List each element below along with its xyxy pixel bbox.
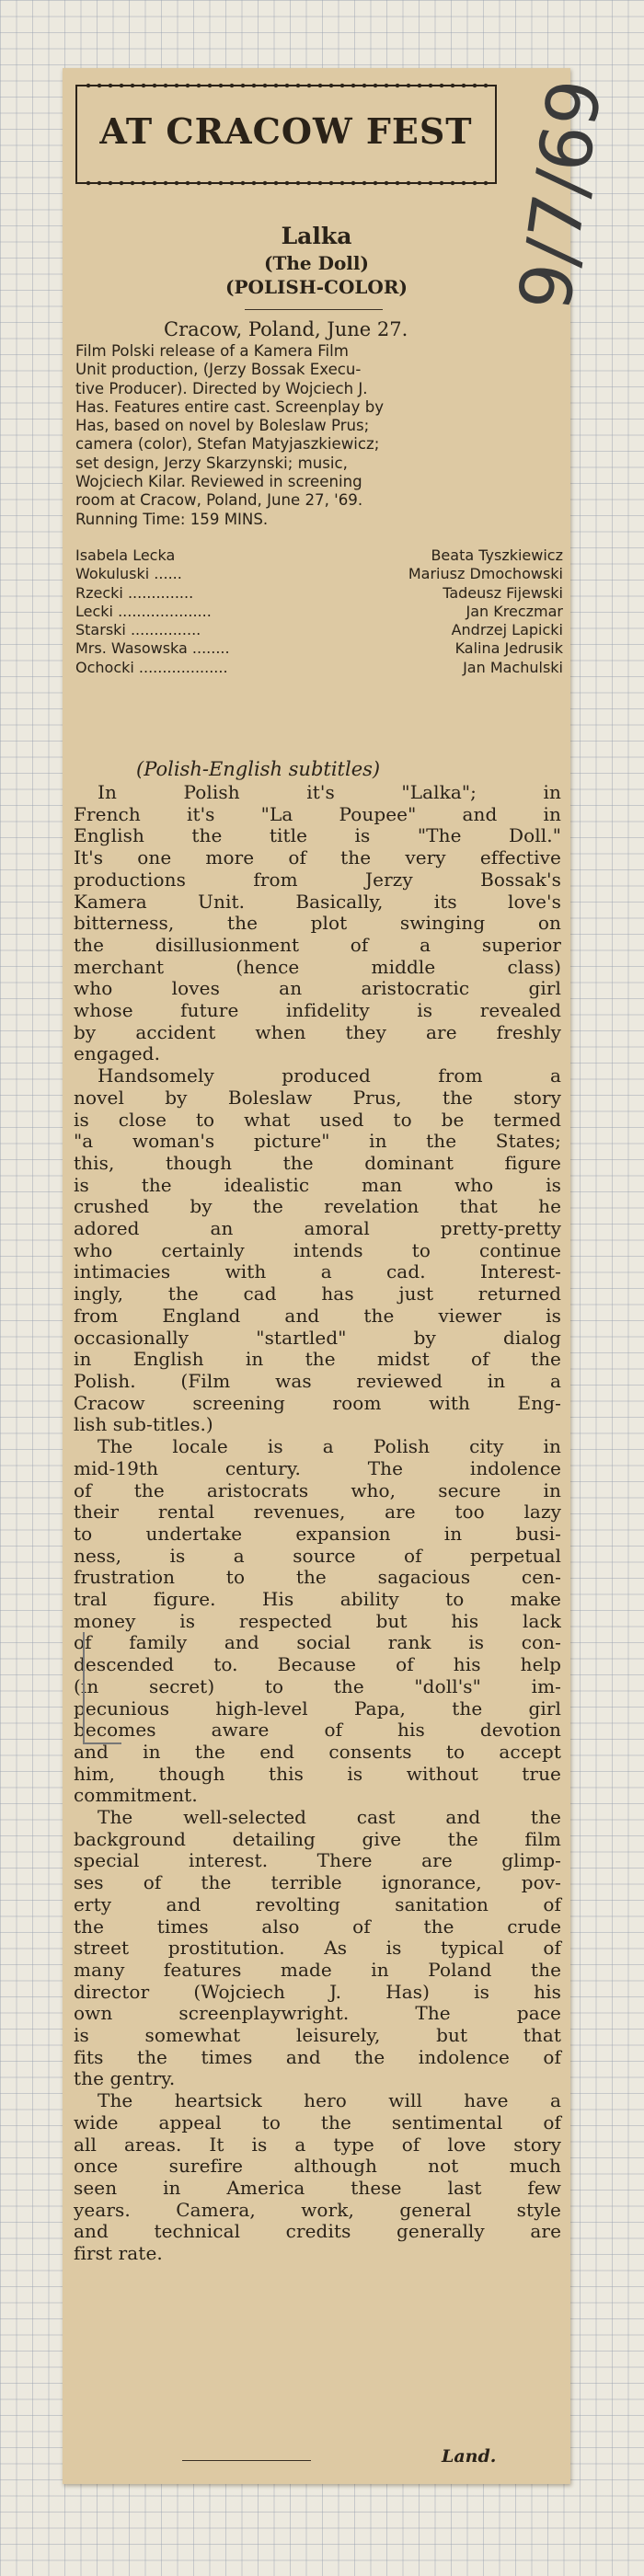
review-line: whose future infidelity is revealed [74,999,561,1022]
film-format: (POLISH-COLOR) [225,276,408,298]
review-line: the gentry. [74,2067,176,2090]
dateline: Cracow, Poland, June 27. [164,318,408,340]
review-line: from England and the viewer is [74,1304,561,1327]
cast-actor: Mariusz Dmochowski [408,565,563,583]
credits-line: Has. Features entire cast. Screenplay by [75,397,385,416]
review-line: ingly, the cad has just returned [74,1282,561,1305]
review-line: occasionally "startled" by dialog [74,1326,561,1349]
credits-line: tive Producer). Directed by Wojciech J. [75,379,368,397]
review-line: Polish. (Film was reviewed in a [74,1369,561,1392]
review-line: years. Camera, work, general style [74,2198,561,2221]
review-line: once surefire although not much [74,2155,561,2178]
review-line: of family and social rank is con- [74,1631,561,1654]
cast-row [75,639,563,658]
review-line: seen in America these last few [74,2177,561,2199]
cast-role: Ochocki ................... [75,658,228,676]
review-line: crushed by the revelation that he [74,1195,561,1218]
credits-line: camera (color), Stefan Matyjaszkiewicz; [75,435,380,454]
review-line: director (Wojciech J. Has) is his [74,1980,561,2003]
top-dotted-border [83,81,489,90]
credits-block [75,342,568,529]
review-line: descended to. Because of his help [74,1653,561,1676]
review-line: all areas. It is a type of love story [74,2133,561,2156]
review-line: ness, is a source of perpetual [74,1544,561,1567]
review-line: novel by Boleslaw Prus, the story [74,1086,561,1109]
credits-line: Wojciech Kilar. Reviewed in screening [75,473,362,491]
cast-row [75,621,563,639]
review-body [74,782,561,2265]
credits-line: set design, Jerzy Skarzynski; music, [75,454,348,472]
cast-row [75,603,563,621]
review-line: French it's "La Poupee" and in [74,802,561,825]
review-line: is close to what used to be termed [74,1108,561,1131]
cast-row [75,584,563,603]
cast-actor: Jan Machulski [463,658,563,676]
review-line: engaged. [74,1042,161,1065]
review-line: becomes aware of his devotion [74,1719,561,1742]
pencil-margin-mark [83,1632,121,1744]
credits-line: Has, based on novel by Boleslaw Prus; [75,417,370,435]
review-line: Kamera Unit. Basically, its love's [74,890,561,913]
signature-rule [182,2460,311,2461]
review-line: to undertake expansion in busi- [74,1522,561,1545]
cast-role: Starski ............... [75,621,201,639]
credits-line: Running Time: 159 MINS. [75,510,269,528]
cast-actor: Andrzej Lapicki [451,621,563,639]
review-line: mid-19th century. The indolence [74,1456,561,1479]
review-line: lish sub-titles.) [74,1413,213,1436]
credits-line: Unit production, (Jerzy Bossak Execu- [75,361,362,379]
review-line: many features made in Poland the [74,1958,561,1981]
cast-row [75,546,563,565]
cast-role: Mrs. Wasowska ........ [75,639,230,658]
cast-role: Lecki .................... [75,602,212,620]
review-line: tral figure. His ability to make [74,1588,561,1611]
review-line: wide appeal to the sentimental of [74,2110,561,2133]
review-line: merchant (hence middle class) [74,955,561,978]
review-line: The heartsick hero will have a [98,2089,561,2112]
cast-actor: Kalina Jedrusik [454,639,563,658]
review-line: Handsomely produced from a [98,1064,561,1087]
subtitle-note: (Polish-English subtitles) [136,758,381,780]
review-line: money is respected but his lack [74,1609,561,1632]
review-line: In Polish it's "Lalka"; in [98,781,561,803]
review-line: "a woman's picture" in the States; [74,1130,561,1153]
review-line: The well-selected cast and the [98,1806,561,1829]
review-line: background detailing give the film [74,1827,561,1850]
newspaper-clipping [63,68,570,2484]
review-line: commitment. [74,1784,198,1807]
review-line: fits the times and the indolence of [74,2045,561,2068]
film-title: Lalka [281,223,352,249]
review-line: the disillusionment of a superior [74,933,561,956]
review-line: special interest. There are glimp- [74,1849,561,1872]
cast-row [75,565,563,583]
cast-row [75,659,563,677]
cast-role: Rzecki .............. [75,583,194,602]
review-line: in English in the midst of the [74,1348,561,1371]
handwritten-date: 9/7/69 [504,75,619,316]
cast-actor: Tadeusz Fijewski [443,583,563,602]
review-line: and technical credits generally are [74,2220,561,2243]
review-line: intimacies with a cad. Interest- [74,1260,561,1283]
review-line: who certainly intends to continue [74,1238,561,1261]
review-line: ses of the terrible ignorance, pov- [74,1871,561,1894]
title-rule [245,309,383,310]
cast-actor: Jan Kreczmar [466,602,563,620]
film-translation: (The Doll) [264,252,369,274]
review-line: by accident when they are freshly [74,1020,561,1043]
review-line: frustration to the sagacious cen- [74,1566,561,1589]
cast-role: Wokuluski ...... [75,565,182,583]
cast-actor: Beata Tyszkiewicz [431,546,563,564]
review-line: of the aristocrats who, secure in [74,1478,561,1501]
review-line: It's one more of the very effective [74,846,561,869]
header-title: AT CRACOW FEST [99,110,473,152]
review-line: English the title is "The Doll." [74,824,561,847]
review-line: this, though the dominant figure [74,1151,561,1174]
review-line: Cracow screening room with Eng- [74,1391,561,1414]
review-line: first rate. [74,2242,163,2265]
review-line: and in the end consents to accept [74,1740,561,1763]
review-line: own screenplaywright. The pace [74,2002,561,2025]
bottom-dotted-border [83,178,489,188]
review-line: street prostitution. As is typical of [74,1937,561,1960]
reviewer-signature: Land. [442,2446,497,2467]
credits-line: room at Cracow, Poland, June 27, '69. [75,491,363,510]
cast-role: Isabela Lecka [75,546,176,564]
review-line: pecunious high-level Papa, the girl [74,1696,561,1719]
review-line: erty and revolting sanitation of [74,1892,561,1915]
review-line: the times also of the crude [74,1915,561,1938]
review-line: productions from Jerzy Bossak's [74,868,561,891]
review-line: (in secret) to the "doll's" im- [74,1674,561,1697]
review-line: him, though this is without true [74,1762,561,1785]
cast-list [75,546,563,677]
review-line: is somewhat leisurely, but that [74,2024,561,2047]
review-line: adored an amoral pretty-pretty [74,1217,561,1240]
review-line: bitterness, the plot swinging on [74,912,561,935]
review-line: their rental revenues, are too lazy [74,1501,561,1524]
review-line: The locale is a Polish city in [98,1435,561,1458]
review-line: is the idealistic man who is [74,1173,561,1196]
review-line: who loves an aristocratic girl [74,977,561,1000]
credits-line: Film Polski release of a Kamera Film [75,342,349,360]
header-banner [75,85,497,184]
